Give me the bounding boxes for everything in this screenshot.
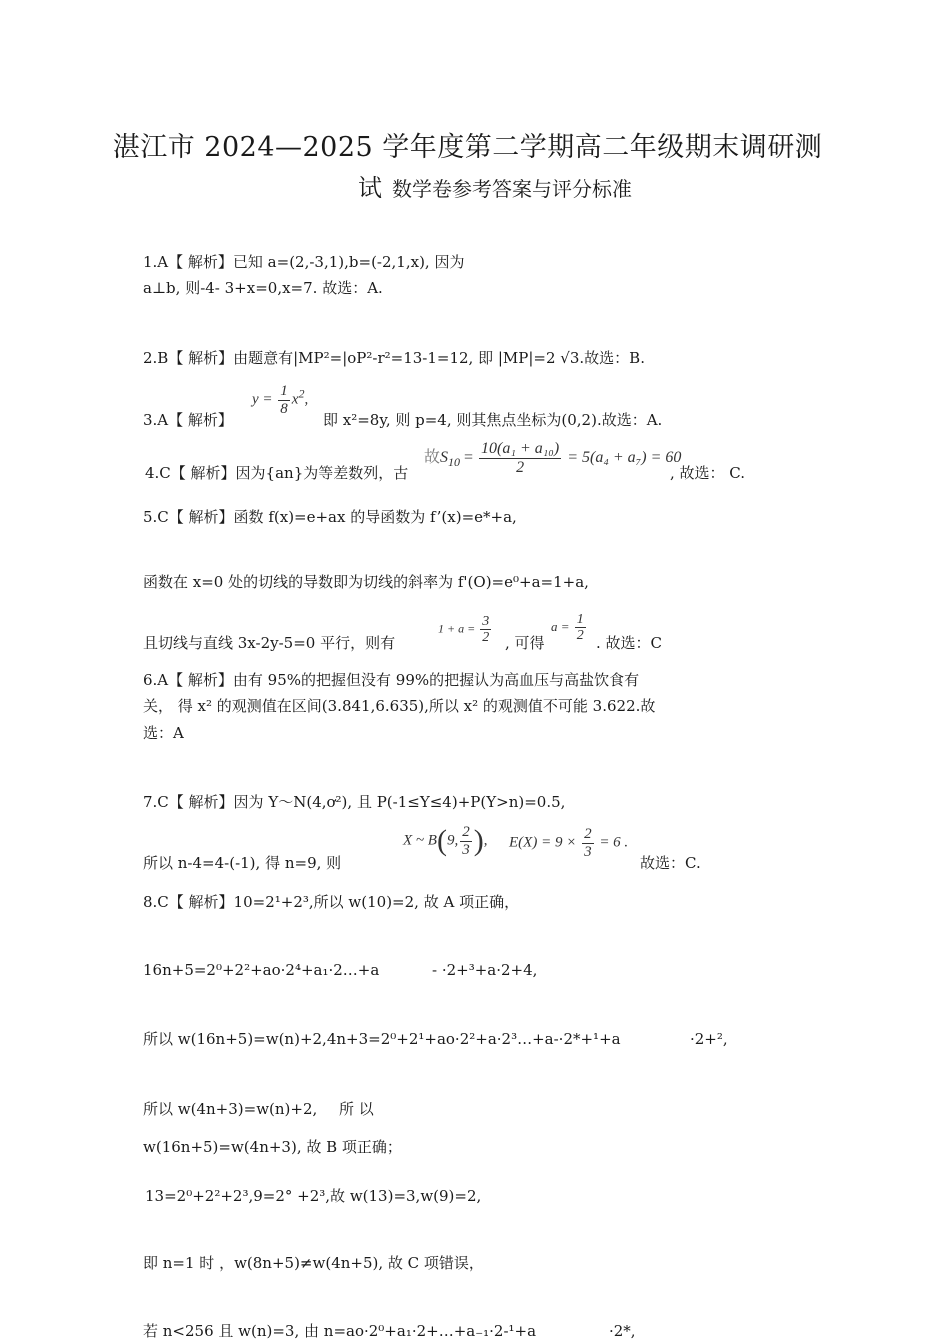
q3-formula-tail: , bbox=[304, 391, 309, 408]
q3-fraction-den: 8 bbox=[280, 400, 288, 417]
q5-condition-fraction bbox=[480, 614, 491, 646]
q7-distribution-den: 3 bbox=[462, 841, 470, 858]
q3-formula-lhs: y = bbox=[252, 391, 273, 408]
q4-fraction-den: 2 bbox=[516, 458, 525, 476]
q4-fraction-num: 10(a₁ + a₁₀) bbox=[481, 440, 560, 457]
q3-formula-sup: 2 bbox=[298, 386, 305, 401]
q4-formula-pre: 故 bbox=[424, 448, 441, 466]
q3-label: 3.A【 解析】 bbox=[143, 411, 233, 429]
q7-line-1: 7.C【 解析】因为 Y～N(4,ơ²), 且 P(-1≤Y≤4)+P(Y>n)=0.5, bbox=[143, 793, 566, 811]
title-line-1: 湛江市 2024—2025 学年度第二学期高二年级期末调研测 bbox=[112, 132, 823, 163]
q7-expectation-formula bbox=[509, 826, 628, 860]
q3-formula bbox=[252, 383, 308, 417]
q5-line-1: 5.C【 解析】函数 f(x)=e+ax 的导函数为 f’(x)=e*+a, bbox=[143, 508, 517, 526]
q5-result-den: 2 bbox=[576, 628, 584, 644]
q7-expectation-rhs: = 6 . bbox=[599, 834, 629, 851]
q3-fraction bbox=[278, 383, 290, 417]
q3-rest: 即 x²=8y, 则 p=4, 则其焦点坐标为(0,2).故选：A. bbox=[323, 411, 663, 429]
q3-formula-rhs: x bbox=[291, 391, 299, 408]
q7-expectation-den: 3 bbox=[584, 843, 592, 860]
q8-line-3a: 所以 w(16n+5)=w(n)+2,4n+3=2⁰+2¹+ao·2²+a·2³…+a-·2*+¹+a bbox=[143, 1030, 621, 1048]
q7-expectation-num: 2 bbox=[584, 826, 592, 842]
q8-line-5: w(16n+5)=w(4n+3), 故 B 项正确； bbox=[143, 1138, 402, 1156]
title-line-2 bbox=[0, 168, 950, 203]
q8-line-1: 8.C【 解析】10=2¹+2³,所以 w(10)=2, 故 A 项正确， bbox=[143, 893, 520, 911]
q4-formula: 故$S_{10}$ = $\frac{\text{10(a₁ + a₁₀)}}{2}$ = 5(a₄ + a₇) = 60 bbox=[424, 440, 682, 476]
q5-condition-den: 2 bbox=[482, 630, 490, 646]
q5-line-3a: 且切线与直线 3x-2y-5=0 平行，则有 bbox=[143, 634, 396, 652]
q7-distribution-fraction bbox=[460, 824, 472, 858]
q8-line-8a: 若 n<256 且 w(n)=3, 由 n=ao·2⁰+a₁·2+…+a₋₁·2-¹+a bbox=[143, 1322, 537, 1340]
q5-condition-lhs: 1 + a = bbox=[438, 621, 476, 636]
q1-line-1: 1.A【 解析】已知 a=(2,-3,1),b=(-2,1,x), 因为 bbox=[143, 253, 465, 271]
q5-line-2: 函数在 x=0 处的切线的导数即为切线的斜率为 f'(O)=e⁰+a=1+a, bbox=[143, 573, 589, 591]
q8-line-4a: 所以 w(4n+3)=w(n)+2, bbox=[143, 1100, 318, 1118]
q4-rest: , 故选： C. bbox=[670, 464, 746, 482]
title-line-2-big: 试 bbox=[358, 174, 382, 202]
q4-fraction bbox=[479, 440, 561, 476]
q7-line-2a: 所以 n-4=4-(-1), 得 n=9, 则 bbox=[143, 854, 342, 872]
q7-line-2b: 故选：C. bbox=[640, 854, 701, 872]
q1-line-2: a⊥b, 则-4- 3+x=0,x=7. 故选：A. bbox=[143, 279, 383, 297]
q8-line-8b: ·2*, bbox=[609, 1322, 636, 1340]
q8-line-3b: ·2+², bbox=[690, 1030, 728, 1048]
q7-distribution-inner: 9, bbox=[446, 832, 459, 849]
q5-condition-formula bbox=[438, 614, 493, 646]
q5-line-3b: , 可得 bbox=[505, 634, 545, 652]
q2-line: 2.B【 解析】由题意有|MP²=|oP²-r²=13-1=12, 即 |MP|=2 √3.故选：B. bbox=[143, 349, 645, 367]
q4-formula-sub: 10 bbox=[448, 454, 461, 469]
q7-expectation-fraction bbox=[582, 826, 594, 860]
q5-line-3c: . 故选：C bbox=[596, 634, 663, 652]
q4-formula-rhs: = 5(a₄ + a₇) = 60 bbox=[567, 448, 682, 466]
q6-line-3: 选：A bbox=[143, 724, 184, 742]
q8-line-6: 13=2⁰+2²+2³,9=2° +2³,故 w(13)=3,w(9)=2, bbox=[145, 1187, 482, 1205]
q7-distribution-num: 2 bbox=[462, 824, 470, 840]
title-line-2-rest: 数学卷参考答案与评分标准 bbox=[392, 177, 632, 201]
q6-line-1: 6.A【 解析】由有 95%的把握但没有 99%的把握认为高血压与高盐饮食有 bbox=[143, 671, 640, 689]
q8-line-4b: 所 以 bbox=[339, 1100, 374, 1118]
q5-condition-num: 3 bbox=[482, 614, 490, 629]
q8-line-2b: - ·2+³+a·2+4, bbox=[432, 961, 538, 979]
q8-line-2a: 16n+5=2⁰+2²+ao·2⁴+a₁·2…+a bbox=[143, 961, 380, 979]
q7-distribution-formula: X ~ B(9, $\frac{2}{3}$ ), bbox=[403, 824, 488, 858]
q4-formula-s: S bbox=[440, 448, 449, 466]
q8-line-7: 即 n=1 时 ，w(8n+5)≠w(4n+5), 故 C 项错误， bbox=[143, 1254, 484, 1272]
q5-result-formula bbox=[551, 612, 588, 644]
q6-line-2: 关， 得 x² 的观测值在区间(3.841,6.635),所以 x² 的观测值不可能 3.622.故 bbox=[143, 697, 656, 715]
q7-distribution-lhs: X ~ B bbox=[403, 832, 437, 849]
q5-result-lhs: a = bbox=[551, 618, 570, 634]
q5-result-num: 1 bbox=[576, 612, 584, 627]
q7-expectation-lhs: E(X) = 9 × bbox=[509, 834, 577, 851]
q5-result-fraction bbox=[575, 612, 586, 644]
q3-fraction-num: 1 bbox=[280, 383, 288, 399]
q4-label: 4.C【 解析】因为{an}为等差数列，古 bbox=[145, 464, 409, 482]
